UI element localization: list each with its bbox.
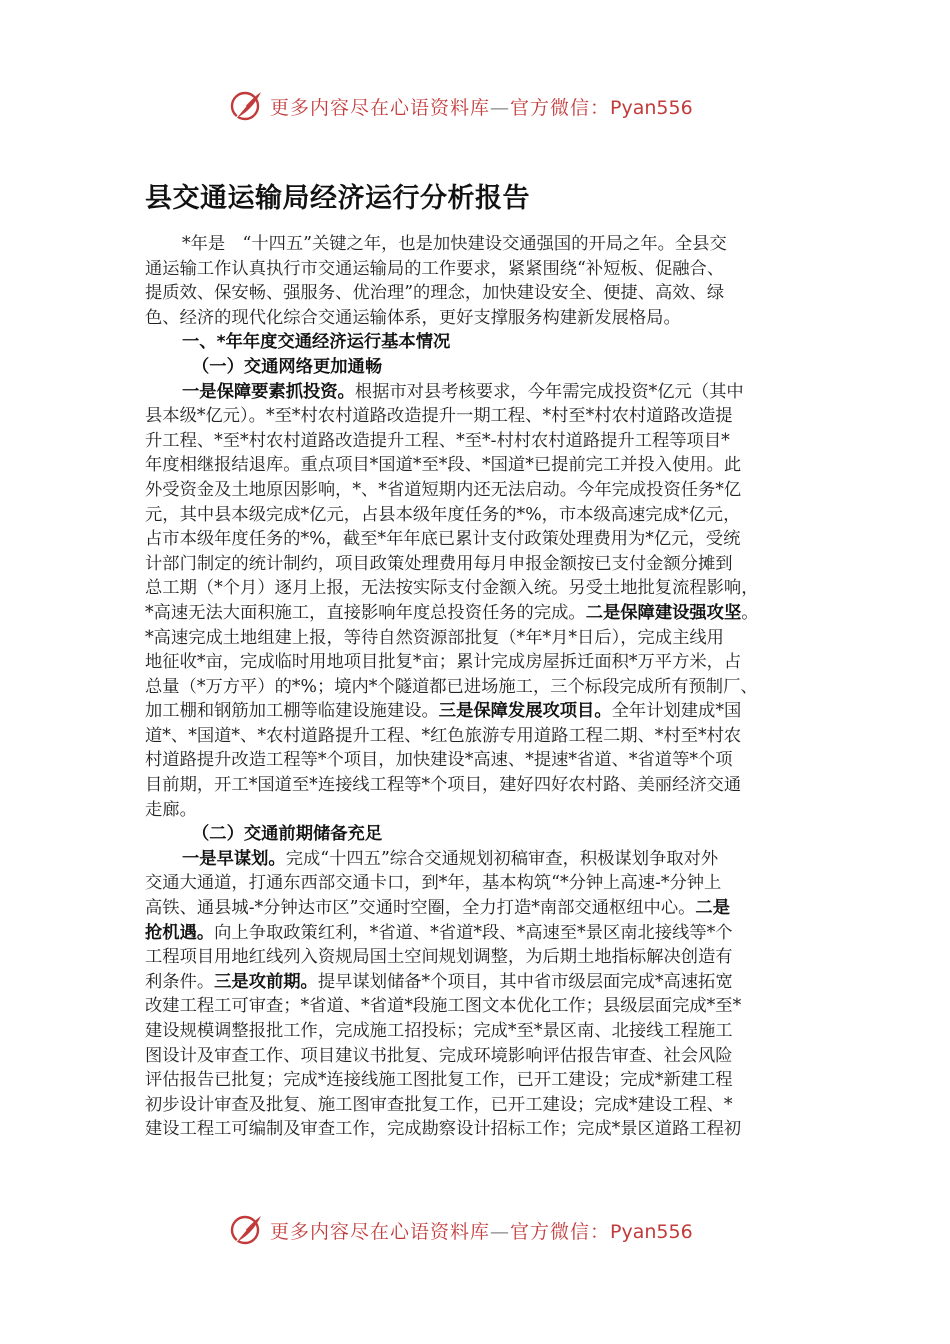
quill-logo-icon <box>228 88 264 124</box>
text-line <box>145 1068 815 1093</box>
body-text: *高速完成土地组建上报，等待自然资源部批复（*年*月*日后），完成主线用 <box>145 627 724 648</box>
document-body <box>145 232 815 1142</box>
body-text: 年度相继报结退库。重点项目*国道*至*段、*国道*已提前完工并投入使用。此 <box>145 455 742 476</box>
text-line <box>145 1093 815 1118</box>
document-title: 县交通运输局经济运行分析报告 <box>145 183 530 214</box>
text-line <box>145 453 815 478</box>
body-text: *年是 “十四五”关键之年，也是加快建设交通强国的开局之年。全县交 <box>182 234 727 254</box>
text-line <box>145 552 815 577</box>
body-text: 走廊。 <box>145 799 197 820</box>
bold-heading-text: 一、*年年度交通经济运行基本情况 <box>182 332 451 353</box>
text-line <box>145 601 815 626</box>
text-line <box>145 921 815 946</box>
body-text: 评估报告已批复；完成*连接线施工图批复工作，已开工建设；完成*新建工程 <box>145 1070 733 1091</box>
body-text: 图设计及审查工作、项目建议书批复、完成环境影响评估报告审查、社会风险 <box>145 1045 733 1066</box>
watermark-text: 更多内容尽在心语资料库—官方微信：Pyan556 <box>270 96 693 119</box>
body-text: 村道路提升改造工程等*个项目，加快建设*高速、*提速*省道、*省道等*个项 <box>145 750 733 771</box>
bold-heading-text: （一）交通网络更加通畅 <box>192 356 383 377</box>
body-text: 根据市对县考核要求，今年需完成投资*亿元（其中 <box>354 381 744 402</box>
bold-heading-text: 一是早谋划。 <box>182 848 286 869</box>
body-text: 总量（*万方平）的*%；境内*个隧道都已进场施工，三个标段完成所有预制厂、 <box>145 676 758 697</box>
text-line <box>145 257 815 282</box>
text-line <box>145 699 815 724</box>
body-text: 加工棚和钢筋加工棚等临建设施建设。 <box>145 701 439 722</box>
text-line <box>145 281 815 306</box>
bold-heading-text: 二是保障建设强攻坚 <box>585 602 742 623</box>
body-text: 升工程、*至*村农村道路改造提升工程、*至*-村村农村道路提升工程等项目* <box>145 430 730 451</box>
text-line <box>145 576 815 601</box>
text-line <box>145 503 815 528</box>
watermark-header <box>228 86 748 126</box>
body-text: 通运输工作认真执行市交通运输局的工作要求，紧紧围绕“补短板、促融合、 <box>145 258 725 279</box>
text-line <box>145 330 815 355</box>
text-line <box>145 1117 815 1142</box>
watermark-footer <box>228 1210 748 1250</box>
bold-heading-text: 三是保障发展攻项目。 <box>438 701 612 722</box>
text-line <box>145 970 815 995</box>
body-text: 外受资金及土地原因影响，*、*省道短期内还无法启动。今年完成投资任务*亿 <box>145 479 742 500</box>
body-text: 。 <box>741 602 759 623</box>
body-text: 建设规模调整报批工作，完成施工招投标；完成*至*景区南、北接线工程施工 <box>145 1021 733 1041</box>
text-line <box>145 896 815 921</box>
body-text: 交通大通道，打通东西部交通卡口，到*年，基本构筑“*分钟上高速-*分钟上 <box>145 873 722 894</box>
text-line <box>145 994 815 1019</box>
quill-logo-icon <box>228 1212 264 1248</box>
text-line <box>145 306 815 331</box>
body-text: 完成“十四五”综合交通规划初稿审查，积极谋划争取对外 <box>285 848 719 869</box>
text-line <box>145 1044 815 1069</box>
text-line <box>145 626 815 651</box>
body-text: 高铁、通县城-*分钟达市区”交通时空圈，全力打造*南部交通枢纽中心。 <box>145 898 696 919</box>
body-text: 道*、*国道*、*农村道路提升工程、*红色旅游专用道路工程二期、*村至*村农 <box>145 725 742 746</box>
body-text: 元，其中县本级完成*亿元，占县本级年度任务的*%，市本级高速完成*亿元， <box>145 504 741 525</box>
body-text: *高速无法大面积施工，直接影响年度总投资任务的完成。 <box>145 602 586 623</box>
body-text: 向上争取政策红利，*省道、*省道*段、*高速至*景区南北接线等*个 <box>214 922 733 943</box>
text-line <box>145 822 815 847</box>
text-line <box>145 355 815 380</box>
body-text: 占市本级年度任务的*%，截至*年年底已累计支付政策处理费用为*亿元，受统 <box>145 529 741 550</box>
body-text: 建设工程工可编制及审查工作，完成勘察设计招标工作；完成*景区道路工程初 <box>145 1119 742 1140</box>
text-line <box>145 429 815 454</box>
watermark-text: 更多内容尽在心语资料库—官方微信：Pyan556 <box>270 1220 693 1243</box>
body-text: 计部门制定的统计制约，项目政策处理费用每月申报金额按已支付金额分摊到 <box>145 553 733 574</box>
text-line <box>145 404 815 429</box>
body-text: 总工期（*个月）逐月上报，无法按实际支付金额入统。另受土地批复流程影响， <box>145 578 759 599</box>
text-line <box>145 748 815 773</box>
body-text: 工程项目用地红线列入资规局国土空间规划调整，为后期土地指标解决创造有 <box>145 947 733 968</box>
body-text: 初步设计审查及批复、施工图审查批复工作，已开工建设；完成*建设工程、* <box>145 1094 733 1115</box>
bold-heading-text: 一是保障要素抓投资。 <box>182 381 355 402</box>
text-line <box>145 232 815 257</box>
text-line <box>145 675 815 700</box>
text-line <box>145 380 815 405</box>
body-text: 提早谋划储备*个项目，其中省市级层面完成*高速拓宽 <box>317 971 733 992</box>
text-line <box>145 945 815 970</box>
text-line <box>145 650 815 675</box>
text-line <box>145 527 815 552</box>
text-line <box>145 847 815 872</box>
body-text: 县本级*亿元）。*至*村农村道路改造提升一期工程、*村至*村农村道路改造提 <box>145 406 733 427</box>
bold-heading-text: 三是攻前期。 <box>214 971 318 992</box>
body-text: 提质效、保安畅、强服务、优治理”的理念，加快建设安全、便捷、高效、绿 <box>145 283 725 304</box>
text-line <box>145 773 815 798</box>
text-line <box>145 478 815 503</box>
body-text: 全年计划建成*国 <box>611 701 742 722</box>
body-text: 利条件。 <box>145 971 215 992</box>
text-line <box>145 798 815 823</box>
body-text: 色、经济的现代化综合交通运输体系，更好支撑服务构建新发展格局。 <box>145 307 681 328</box>
text-line <box>145 871 815 896</box>
bold-heading-text: 二是 <box>695 898 730 919</box>
text-line <box>145 724 815 749</box>
bold-heading-text: 抢机遇。 <box>145 922 215 943</box>
body-text: 地征收*亩，完成临时用地项目批复*亩；累计完成房屋拆迁面积*万平方米，占 <box>145 652 742 673</box>
body-text: 改建工程工可审查；*省道、*省道*段施工图文本优化工作；县级层面完成*至* <box>145 996 742 1017</box>
body-text: 目前期，开工*国道至*连接线工程等*个项目，建好四好农村路、美丽经济交通 <box>145 775 742 796</box>
text-line <box>145 1019 815 1044</box>
bold-heading-text: （二）交通前期储备充足 <box>192 824 383 845</box>
